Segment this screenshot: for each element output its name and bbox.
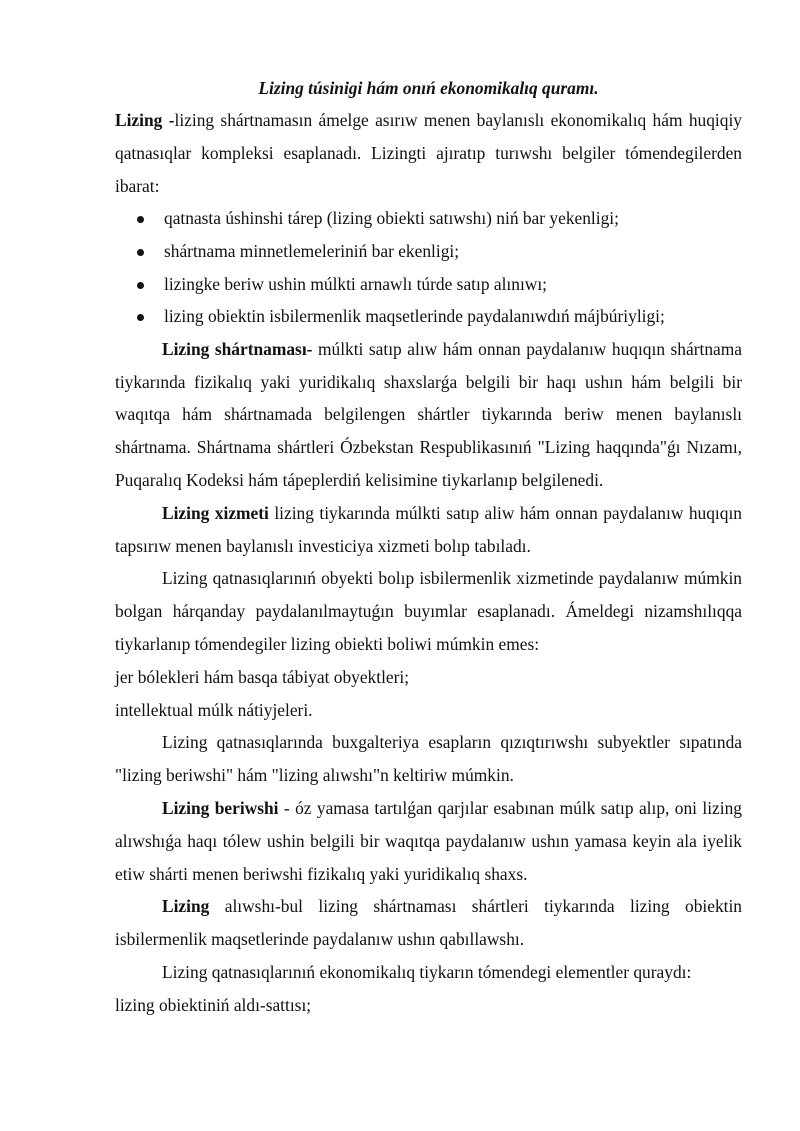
line-intellektual-mulk: intellektual múlk nátiyjeleri. bbox=[115, 699, 313, 720]
paragraph-lizing-beriwshi bbox=[115, 792, 742, 890]
term-lizing: Lizing - bbox=[115, 110, 175, 130]
paragraph-text: alıwshı-bul lizing shártnaması shártleri tiykarında lizing obiektin isbilermenlik maqsetlerinde paydalanıw ushın qabıllawshı. bbox=[115, 896, 742, 950]
line-aldi-sattisi: lizing obiektiniń aldı-sattısı; bbox=[115, 994, 312, 1015]
list-item-text: shártnama minnetlemeleriniń bar ekenligi; bbox=[164, 240, 460, 261]
term-lizing-xizmeti: Lizing xizmeti bbox=[162, 502, 269, 523]
paragraph-lizing-xizmeti bbox=[115, 497, 742, 563]
paragraph-subyektler bbox=[115, 726, 742, 792]
list-item-text: lizing obiektin isbilermenlik maqsetlerinde paydalanıwdıń májbúriyligi; bbox=[164, 306, 665, 327]
bullet-list bbox=[115, 202, 742, 332]
paragraph-text: Lizing qatnasıqlarınıń ekonomikalıq tiykarın tómendegi elementler quraydı: bbox=[162, 961, 692, 982]
term-lizing-beriwshi: Lizing beriwshi bbox=[162, 797, 279, 818]
list-item bbox=[115, 235, 742, 268]
line-jer-bolekleri: jer bólekleri hám basqa tábiyat obyektleri; bbox=[115, 666, 410, 687]
document-page bbox=[115, 72, 742, 1022]
term-lizing: Lizing bbox=[162, 896, 210, 917]
bullet-icon bbox=[137, 216, 144, 223]
term-lizing-shartnamasi: Lizing shártnaması- bbox=[162, 338, 313, 359]
bullet-icon bbox=[137, 314, 144, 321]
list-item bbox=[115, 202, 742, 235]
paragraph-text: múlkti satıp alıw hám onnan paydalanıw huqıqın shártnama tiykarında fizikalıq yaki yuridikalıq shaxslarǵa belgili bir haqı ushın hám belgili bir waqıtqa hám shártnamada belgilengen shártler tiykarında beriw menen baylanıslı shártnama. Shártnama shártleri Ózbekstan Respublikasınıń "Lizing haqqında"ǵı Nızamı, Puqaralıq Kodeksi hám tápeplerdiń kelisimine tiykarlanıp belgilenedi. bbox=[115, 338, 743, 490]
list-item-text: qatnasta úshinshi tárep (lizing obiekti satıwshı) niń bar yekenligi; bbox=[164, 208, 619, 229]
paragraph-text: - óz yamasa tartılǵan qarjılar esabınan múlk satıp alıp, oni lizing alıwshıǵa haqı tólew ushin belgili bir waqıtqa paydalanıw ushın yamasa keyin ala iyelik etiw shárti menen beriwshi fizikalıq yaki yuridikalıq shaxs. bbox=[115, 797, 742, 884]
bullet-icon bbox=[137, 249, 144, 256]
paragraph-lizing-definition bbox=[115, 104, 742, 202]
paragraph-text: lizing shártnamasın ámelge asırıw menen baylanıslı ekonomikalıq hám huqiqiy qatnasıqlar kompleksi esaplanadı. Lizingti ajıratıp turıwshı belgiler tómendegilerden ibarat: bbox=[115, 110, 742, 196]
paragraph-text: Lizing qatnasıqlarınıń obyekti bolıp isbilermenlik xizmetinde paydalanıw múmkin bolgan hárqanday paydalanılmaytuǵın buyımlar esaplanadı. Ámeldegi nizamshılıqqa tiykarlanıp tómendegiler lizing obiekti boliwi múmkin emes: bbox=[115, 568, 742, 654]
paragraph-lizing-shartnamasi bbox=[115, 333, 742, 497]
paragraph-ekonomikaliq-tiykari bbox=[115, 956, 742, 989]
list-item-text: lizingke beriw ushin múlkti arnawlı túrde satıp alınıwı; bbox=[164, 273, 548, 294]
paragraph-lizing-aliwshi bbox=[115, 890, 742, 956]
paragraph-text: Lizing qatnasıqlarında buxgalteriya esapların qızıqtırıwshı subyektler sıpatında "lizing beriwshi" hám "lizing alıwshı"n keltiriw múmkin. bbox=[115, 732, 742, 786]
list-item bbox=[115, 300, 742, 333]
bullet-icon bbox=[137, 282, 144, 289]
paragraph-text: lizing tiykarında múlkti satıp aliw hám onnan paydalanıw huqıqın tapsırıw menen baylanıslı investiciya xizmeti bolıp tabıladı. bbox=[115, 502, 742, 556]
list-item bbox=[115, 268, 742, 301]
paragraph-lizing-obyekti bbox=[115, 562, 742, 660]
page-title: Lizing túsinigi hám onıń ekonomikalıq quramı. bbox=[258, 78, 599, 98]
